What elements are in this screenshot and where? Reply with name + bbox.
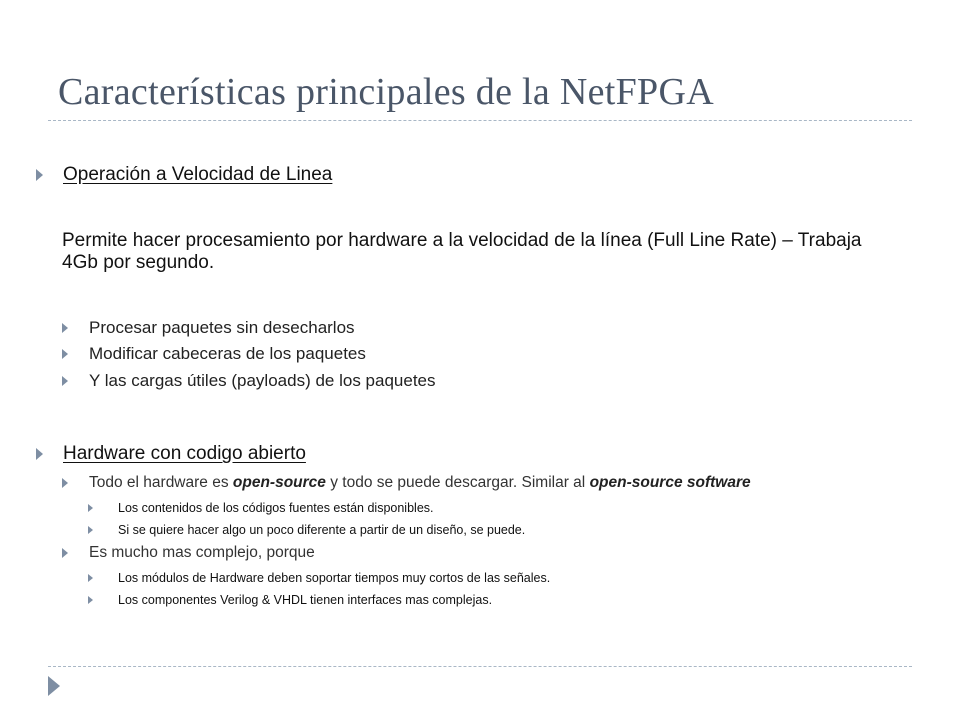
triangle-bullet-icon [88,596,93,604]
triangle-bullet-icon [36,448,43,460]
list-item-text: Procesar paquetes sin desecharlos [89,318,355,337]
sub-list-item [88,591,492,609]
section-paragraph: Permite hacer procesamiento por hardware a la velocidad de la línea (Full Line Rate) – Trabaja 4Gb por segundo. [62,230,862,273]
triangle-bullet-icon [88,504,93,512]
section-heading: Hardware con codigo abierto [63,443,306,464]
corner-triangle-icon [48,676,60,696]
list-item [62,317,355,339]
sub-list-item [88,521,525,539]
triangle-bullet-icon [36,169,43,181]
triangle-bullet-icon [62,323,68,333]
triangle-bullet-icon [62,349,68,359]
triangle-bullet-icon [88,574,93,582]
sub-list-item-text: Los componentes Verilog & VHDL tienen interfaces mas complejas. [118,593,493,607]
list-item-text: Y las cargas útiles (payloads) de los paquetes [89,371,436,390]
list-item [62,472,751,494]
list-item [62,370,436,392]
section-heading-row [36,162,332,188]
triangle-bullet-icon [88,526,93,534]
list-item-text: Todo el hardware es open-source y todo se puede descargar. Similar al open-source software [89,474,751,491]
sub-list-item-text: Los módulos de Hardware deben soportar tiempos muy cortos de las señales. [118,571,551,585]
section-heading: Operación a Velocidad de Linea [63,164,333,185]
emphasis-text: open-source [232,474,326,491]
list-item-text: Modificar cabeceras de los paquetes [89,344,366,363]
sub-list-item [88,569,550,587]
sub-list-item-text: Los contenidos de los códigos fuentes están disponibles. [118,501,434,515]
list-item [62,343,366,365]
section-heading-row [36,441,306,467]
list-item-text: Es mucho mas complejo, porque [89,544,315,561]
triangle-bullet-icon [62,548,68,558]
emphasis-text: open-source software [589,474,751,491]
list-item [62,542,315,564]
triangle-bullet-icon [62,478,68,488]
sub-list-item [88,499,434,517]
slide-title: Características principales de la NetFPGA [58,71,714,113]
sub-list-item-text: Si se quiere hacer algo un poco diferente a partir de un diseño, se puede. [118,523,526,537]
footer-divider [48,666,912,667]
triangle-bullet-icon [62,376,68,386]
